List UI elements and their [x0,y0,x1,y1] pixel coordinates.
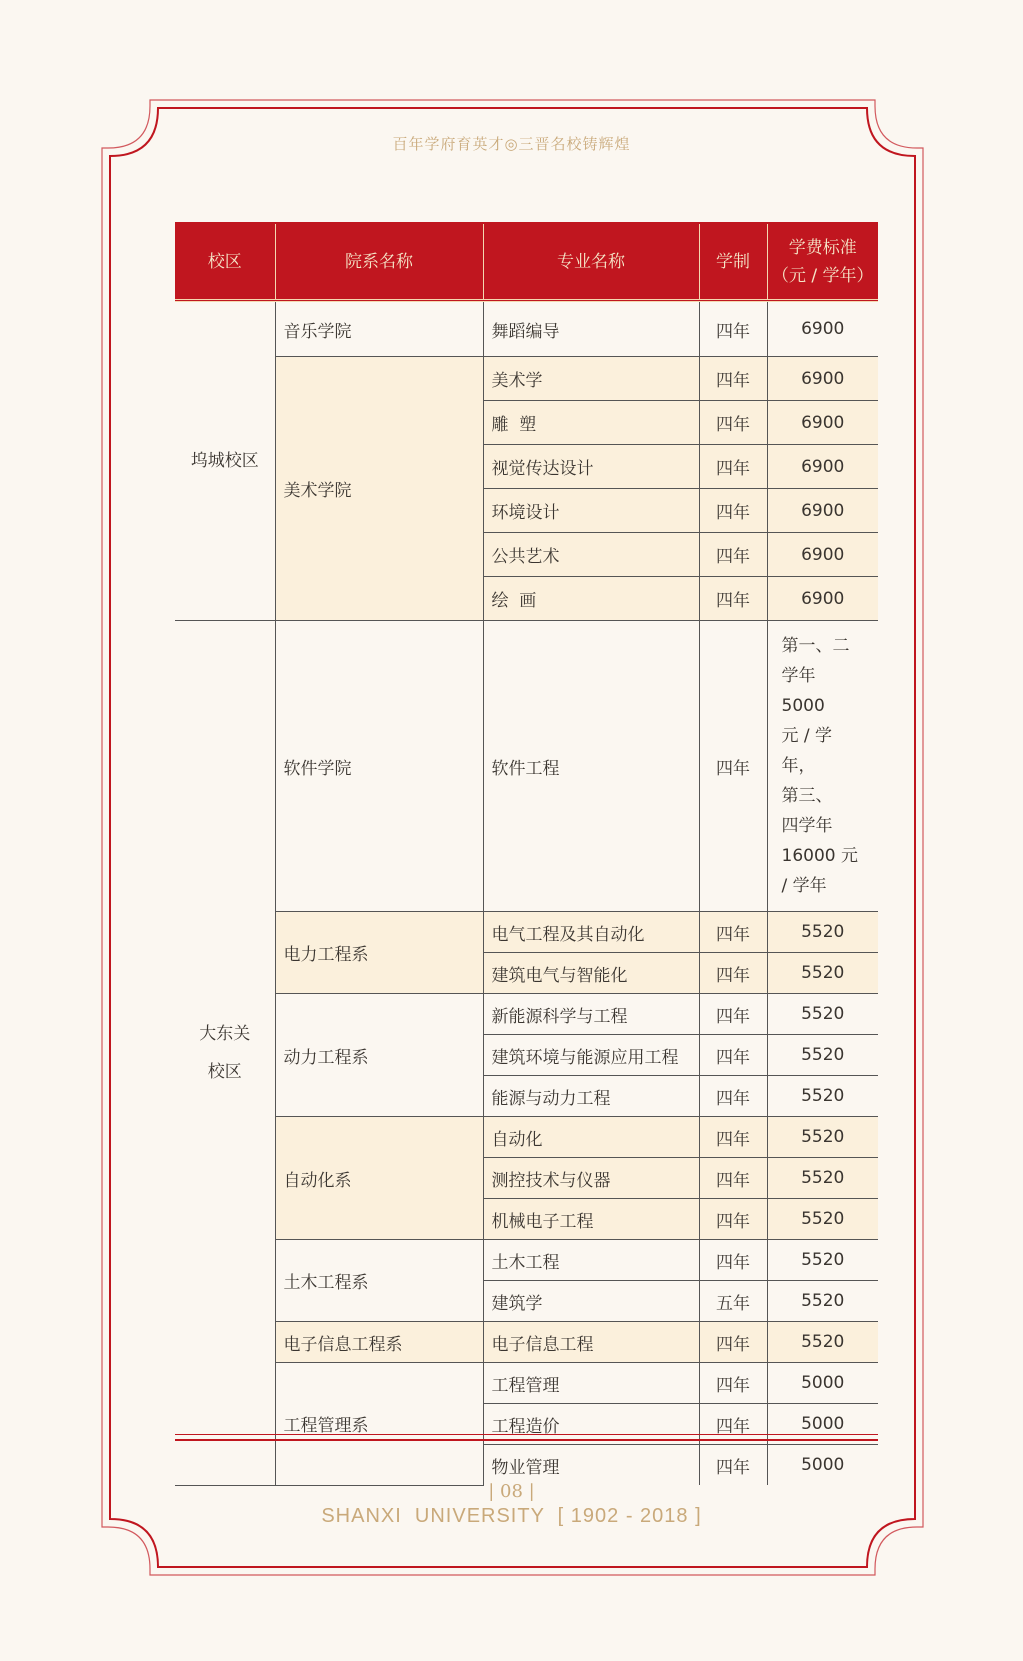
fee-cell: 5520 [767,1322,878,1363]
campus-cell: 坞城校区 [175,301,275,621]
major-cell: 机械电子工程 [483,1199,699,1240]
duration-cell: 四年 [699,401,767,445]
fee-cell: 5520 [767,994,878,1035]
duration-cell: 四年 [699,445,767,489]
duration-cell: 四年 [699,1404,767,1445]
table-row [175,301,878,357]
major-cell: 测控技术与仪器 [483,1158,699,1199]
fee-cell: 5520 [767,912,878,953]
major-cell: 视觉传达设计 [483,445,699,489]
table-row [175,357,878,401]
major-cell: 自动化 [483,1117,699,1158]
duration-cell: 四年 [699,1158,767,1199]
fee-cell: 5000 [767,1363,878,1404]
major-cell: 公共艺术 [483,533,699,577]
department-cell: 电子信息工程系 [275,1322,483,1363]
major-cell: 新能源科学与工程 [483,994,699,1035]
fee-cell: 5000 [767,1404,878,1445]
duration-cell: 四年 [699,1363,767,1404]
table-row [175,1240,878,1281]
fee-cell: 5520 [767,1035,878,1076]
fee-cell: 5520 [767,1240,878,1281]
header-fee: 学费标准 （元 / 学年） [767,223,878,301]
fee-cell: 6900 [767,533,878,577]
major-cell: 环境设计 [483,489,699,533]
fee-cell: 6900 [767,577,878,621]
department-cell: 软件学院 [275,621,483,912]
fee-cell: 6900 [767,357,878,401]
fee-cell: 6900 [767,489,878,533]
major-cell: 建筑学 [483,1281,699,1322]
table-row [175,1363,878,1404]
department-cell: 美术学院 [275,357,483,621]
duration-cell: 四年 [699,1445,767,1486]
campus-cell: 大东关 校区 [175,621,275,1486]
table-row [175,621,878,912]
major-cell: 工程造价 [483,1404,699,1445]
duration-cell: 四年 [699,489,767,533]
major-cell: 电子信息工程 [483,1322,699,1363]
duration-cell: 四年 [699,1199,767,1240]
department-cell: 工程管理系 [275,1363,483,1486]
fee-cell: 6900 [767,445,878,489]
fee-cell: 5520 [767,1117,878,1158]
duration-cell: 四年 [699,994,767,1035]
duration-cell: 四年 [699,953,767,994]
duration-cell: 五年 [699,1281,767,1322]
fee-cell: 5520 [767,1158,878,1199]
department-cell: 动力工程系 [275,994,483,1117]
major-cell: 绘 画 [483,577,699,621]
fee-cell: 6900 [767,301,878,357]
duration-cell: 四年 [699,301,767,357]
table-row [175,994,878,1035]
table-row [175,912,878,953]
fee-cell: 5520 [767,1281,878,1322]
header-duration: 学制 [699,223,767,301]
department-cell: 自动化系 [275,1117,483,1240]
duration-cell: 四年 [699,357,767,401]
table-header-row [175,223,878,301]
duration-cell: 四年 [699,1240,767,1281]
header-major: 专业名称 [483,223,699,301]
table-row [175,1322,878,1363]
fee-cell: 6900 [767,401,878,445]
major-cell: 能源与动力工程 [483,1076,699,1117]
fee-cell: 第一、二 学年 5000 元 / 学年， 第三、 四学年 16000 元 / 学年 [767,621,878,912]
fee-cell: 5000 [767,1445,878,1486]
department-cell: 电力工程系 [275,912,483,994]
duration-cell: 四年 [699,912,767,953]
duration-cell: 四年 [699,1076,767,1117]
duration-cell: 四年 [699,577,767,621]
header-motto: 百年学府育英才◎三晋名校铸辉煌 [392,135,631,153]
fee-cell: 5520 [767,1076,878,1117]
table-bottom-rule [175,1434,878,1441]
table-row [175,1117,878,1158]
duration-cell: 四年 [699,533,767,577]
duration-cell: 四年 [699,621,767,912]
header-department: 院系名称 [275,223,483,301]
tuition-fee-table [175,222,878,1486]
major-cell: 舞蹈编导 [483,301,699,357]
page-number: | 08 | [488,1481,535,1502]
major-cell: 建筑环境与能源应用工程 [483,1035,699,1076]
fee-cell: 5520 [767,1199,878,1240]
header-campus: 校区 [175,223,275,301]
major-cell: 美术学 [483,357,699,401]
major-cell: 建筑电气与智能化 [483,953,699,994]
department-cell: 音乐学院 [275,301,483,357]
major-cell: 雕 塑 [483,401,699,445]
duration-cell: 四年 [699,1035,767,1076]
major-cell: 电气工程及其自动化 [483,912,699,953]
major-cell: 土木工程 [483,1240,699,1281]
department-cell: 土木工程系 [275,1240,483,1322]
major-cell: 软件工程 [483,621,699,912]
duration-cell: 四年 [699,1322,767,1363]
major-cell: 工程管理 [483,1363,699,1404]
duration-cell: 四年 [699,1117,767,1158]
fee-cell: 5520 [767,953,878,994]
footer-university: SHANXI UNIVERSITY [ 1902 - 2018 ] [321,1505,702,1527]
major-cell: 物业管理 [483,1445,699,1486]
